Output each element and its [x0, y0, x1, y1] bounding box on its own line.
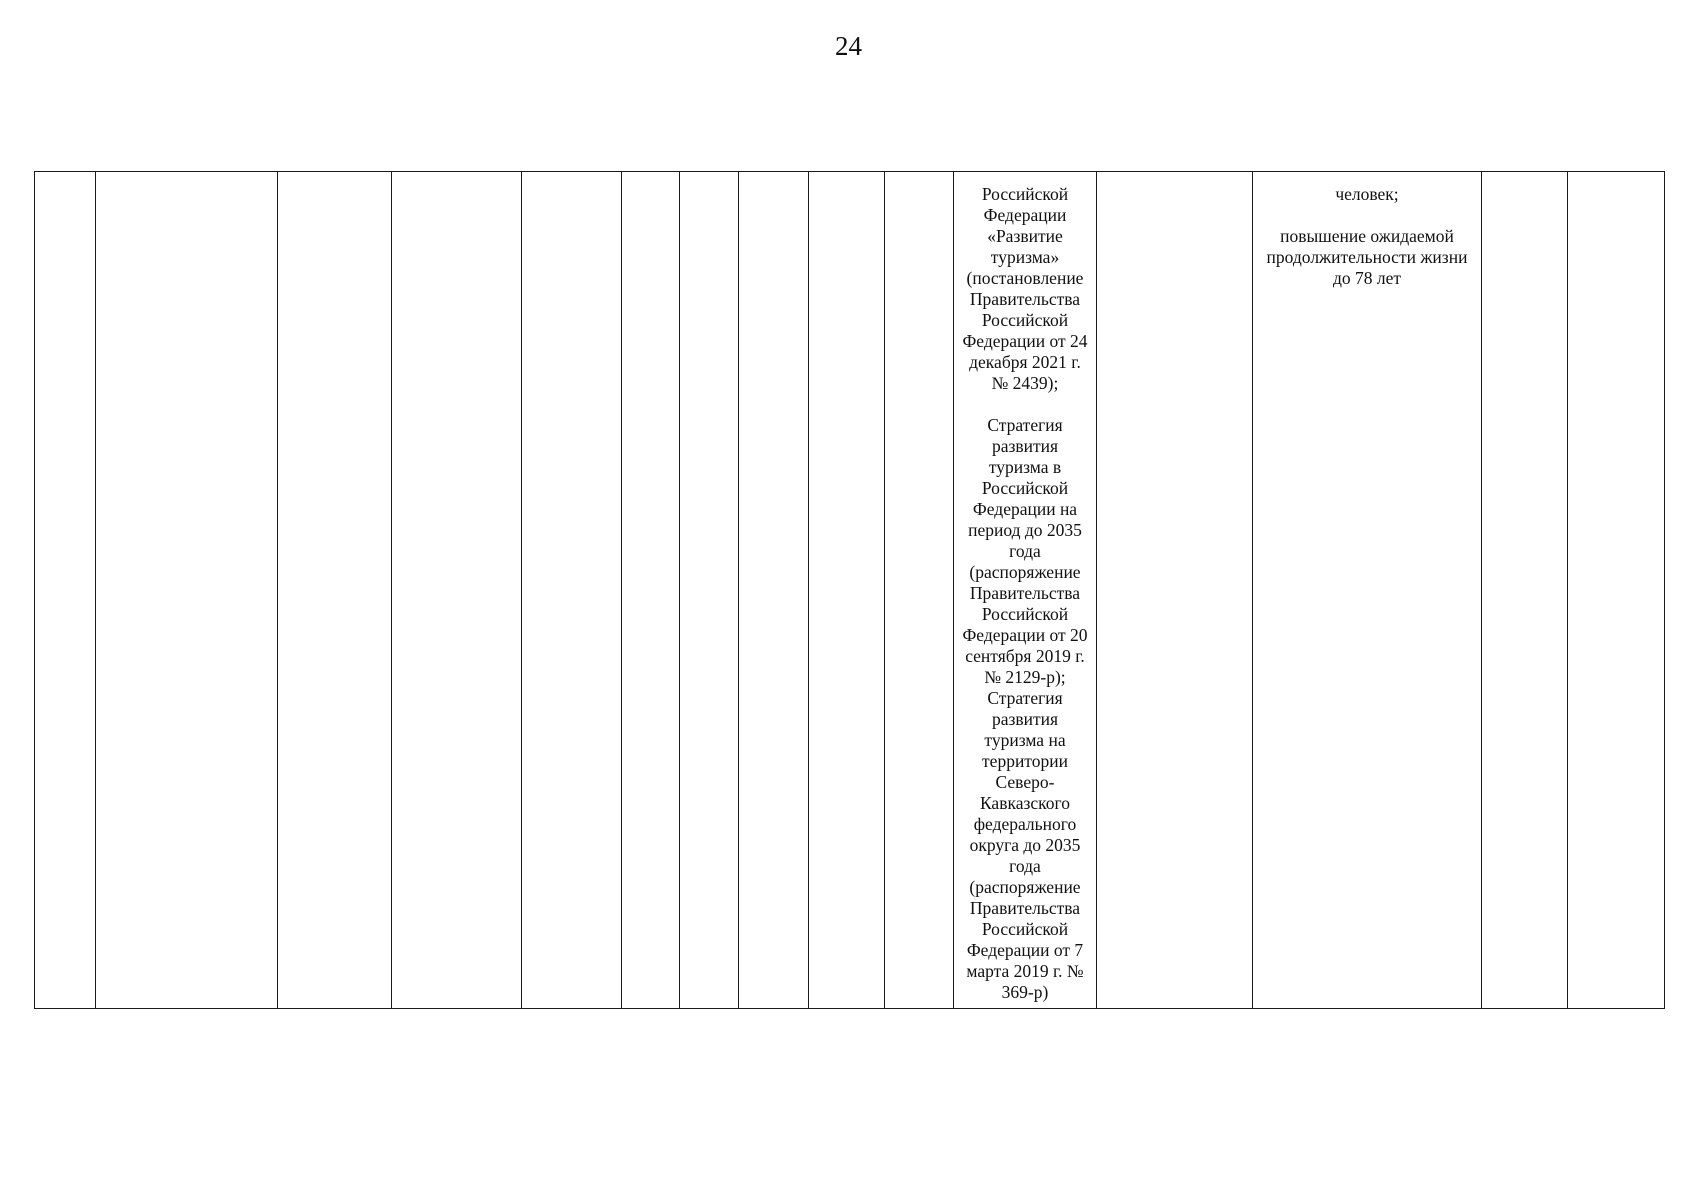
table-cell-10: [885, 172, 954, 1009]
table-cell-1: [35, 172, 96, 1009]
table-cell-6: [622, 172, 680, 1009]
table-cell-results: человек; повышение ожидаемой продолжительности жизни до 78 лет: [1253, 172, 1482, 1009]
data-table: [34, 171, 1665, 1009]
table-cell-2: [96, 172, 278, 1009]
table-cell-legal-basis: Российской Федерации «Развитие туризма» (постановление Правительства Российской Федерации от 24 декабря 2021 г. № 2439); Стратегия развития туризма в Российской Федерации на период до 2035 года (распоряжение Правительства Российской Федерации от 20 сентября 2019 г. № 2129-р); Стратегия развития туризма на территории Северо- Кавказского федерального округа до 2035 года (распоряжение Правительства Российской Федерации от 7 марта 2019 г. № 369-р): [954, 172, 1097, 1009]
page-number: 24: [835, 31, 862, 61]
table-cell-12: [1097, 172, 1253, 1009]
table-cell-7: [680, 172, 739, 1009]
table-cell-8: [739, 172, 809, 1009]
table-cell-15: [1568, 172, 1665, 1009]
table-cell-3: [278, 172, 392, 1009]
table-row: [35, 172, 1665, 1009]
table-cell-5: [522, 172, 622, 1009]
table-cell-9: [809, 172, 885, 1009]
table-cell-4: [392, 172, 522, 1009]
table-cell-14: [1482, 172, 1568, 1009]
